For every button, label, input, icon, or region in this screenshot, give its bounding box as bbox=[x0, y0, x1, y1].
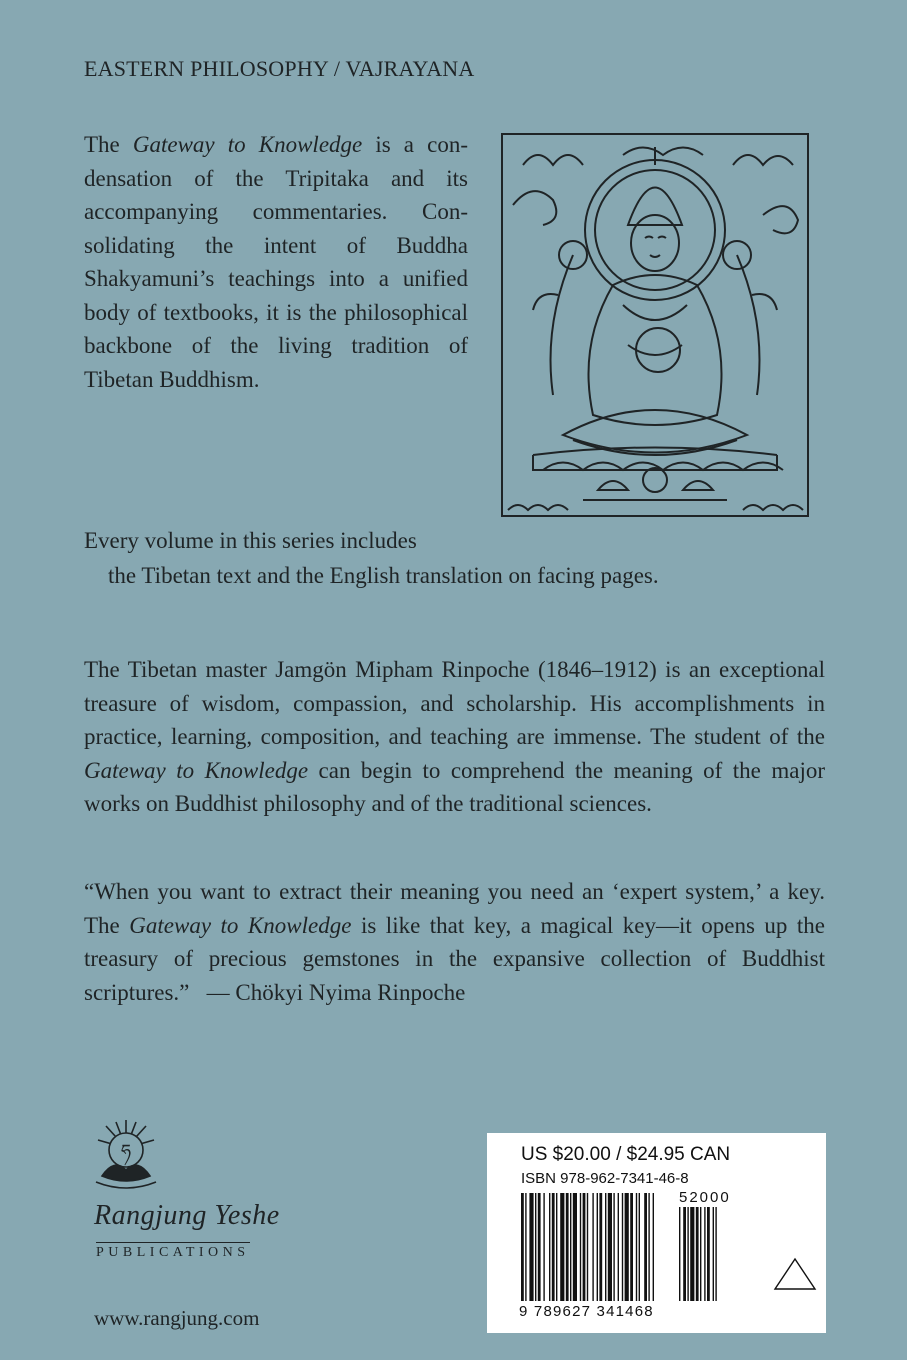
publisher-name: Rangjung Yeshe bbox=[94, 1200, 280, 1231]
addon-bar bbox=[713, 1207, 714, 1301]
barcode-bar bbox=[535, 1193, 536, 1301]
book-title-italic: Gateway to Knowledge bbox=[129, 912, 352, 938]
barcode-bar bbox=[549, 1193, 550, 1301]
endorsement-quote: “When you want to extract their meaning you need an ‘expert system,’ a key. The Gateway to Knowledge is like that key, a magical key—it opens up the treasury of precious gemstones in the expansive collection of Buddhist scriptures.” — Chökyi Nyima Rinpoche bbox=[84, 879, 826, 1005]
barcode-bar bbox=[636, 1193, 637, 1301]
lotus-emblem-icon bbox=[94, 1118, 158, 1196]
barcode-bar bbox=[583, 1193, 586, 1301]
addon-bar bbox=[696, 1207, 699, 1301]
barcode-bar bbox=[608, 1193, 612, 1301]
barcode-bar bbox=[613, 1193, 614, 1301]
svg-text:ཧ: ཧ bbox=[120, 1141, 132, 1162]
barcode-panel bbox=[487, 1133, 826, 1333]
barcode-bar bbox=[618, 1193, 619, 1301]
category-label: EASTERN PHILOSOPHY / VAJRAYANA bbox=[84, 56, 475, 81]
series-note-line-1: Every volume in this series includes bbox=[84, 528, 417, 553]
publisher-url[interactable]: www.rangjung.com bbox=[94, 1306, 260, 1330]
barcode-bar bbox=[599, 1193, 602, 1301]
barcode-bar bbox=[648, 1193, 649, 1301]
seated-master-drawing bbox=[503, 135, 807, 515]
barcode-bar bbox=[653, 1193, 654, 1301]
isbn-label: ISBN 978-962-7341-46-8 bbox=[521, 1170, 689, 1187]
barcode-bar bbox=[525, 1193, 526, 1301]
barcode-digits: 9 789627 341468 bbox=[519, 1303, 654, 1320]
barcode-bar bbox=[573, 1193, 577, 1301]
author-paragraph: The Tibetan master Jamgön Mipham Rinpoche (1846–1912) is an exceptional treasure of wisdom, compassion, and scholarship. His accomplishments in practice, learning, composition, and teaching are immense. The student of the Gateway to Knowledge can begin to comprehend the meaning of the major works on Buddhist philosophy and of the traditional sciences. bbox=[84, 657, 825, 816]
barcode-bar bbox=[592, 1193, 593, 1301]
barcode-bar bbox=[529, 1193, 533, 1301]
barcode-bar bbox=[639, 1193, 640, 1301]
addon-bar bbox=[683, 1207, 686, 1301]
barcode-bar bbox=[587, 1193, 588, 1301]
quote-attribution: — Chökyi Nyima Rinpoche bbox=[206, 979, 466, 1005]
addon-bar bbox=[704, 1207, 705, 1301]
barcode-bar bbox=[538, 1193, 541, 1301]
barcode-bar bbox=[570, 1193, 571, 1301]
barcode-bar bbox=[630, 1193, 633, 1301]
barcode-bar bbox=[560, 1193, 564, 1301]
intro-paragraph: The Gateway to Knowledge is a condensation of the Tripitaka and its accompanying commentaries. Consolidating the intent of Buddha Shakyamuni’s teachings into a unified body of textbooks, it is the philosophical backbone of the living tradition of Tibetan Buddhism. bbox=[84, 132, 468, 392]
barcode-bar bbox=[597, 1193, 598, 1301]
addon-bar bbox=[707, 1207, 710, 1301]
barcode-bar bbox=[580, 1193, 581, 1301]
triangle-icon bbox=[775, 1259, 815, 1289]
addon-bar bbox=[687, 1207, 688, 1301]
publisher-subtitle: PUBLICATIONS bbox=[96, 1242, 250, 1261]
book-title-italic: Gateway to Knowledge bbox=[84, 757, 309, 783]
addon-bar bbox=[715, 1207, 716, 1301]
barcode-bar bbox=[556, 1193, 557, 1301]
barcode-bar bbox=[622, 1193, 623, 1301]
barcode-bar bbox=[605, 1193, 606, 1301]
barcode-bar bbox=[566, 1193, 569, 1301]
barcode-bar bbox=[625, 1193, 629, 1301]
thangka-illustration bbox=[501, 133, 809, 517]
barcode-bar bbox=[521, 1193, 524, 1301]
barcode-bar bbox=[543, 1193, 544, 1301]
addon-bar bbox=[700, 1207, 701, 1301]
barcode-bar bbox=[552, 1193, 555, 1301]
barcode-bar bbox=[644, 1193, 647, 1301]
book-title-italic: Gateway to Knowledge bbox=[132, 132, 363, 157]
barcode-bars bbox=[521, 1193, 821, 1305]
price-label: US $20.00 / $24.95 CAN bbox=[521, 1144, 731, 1165]
addon-bar bbox=[679, 1207, 680, 1301]
series-note-line-2: the Tibetan text and the English translation on facing pages. bbox=[108, 563, 659, 588]
addon-number: 52000 bbox=[679, 1189, 731, 1206]
addon-bar bbox=[690, 1207, 694, 1301]
